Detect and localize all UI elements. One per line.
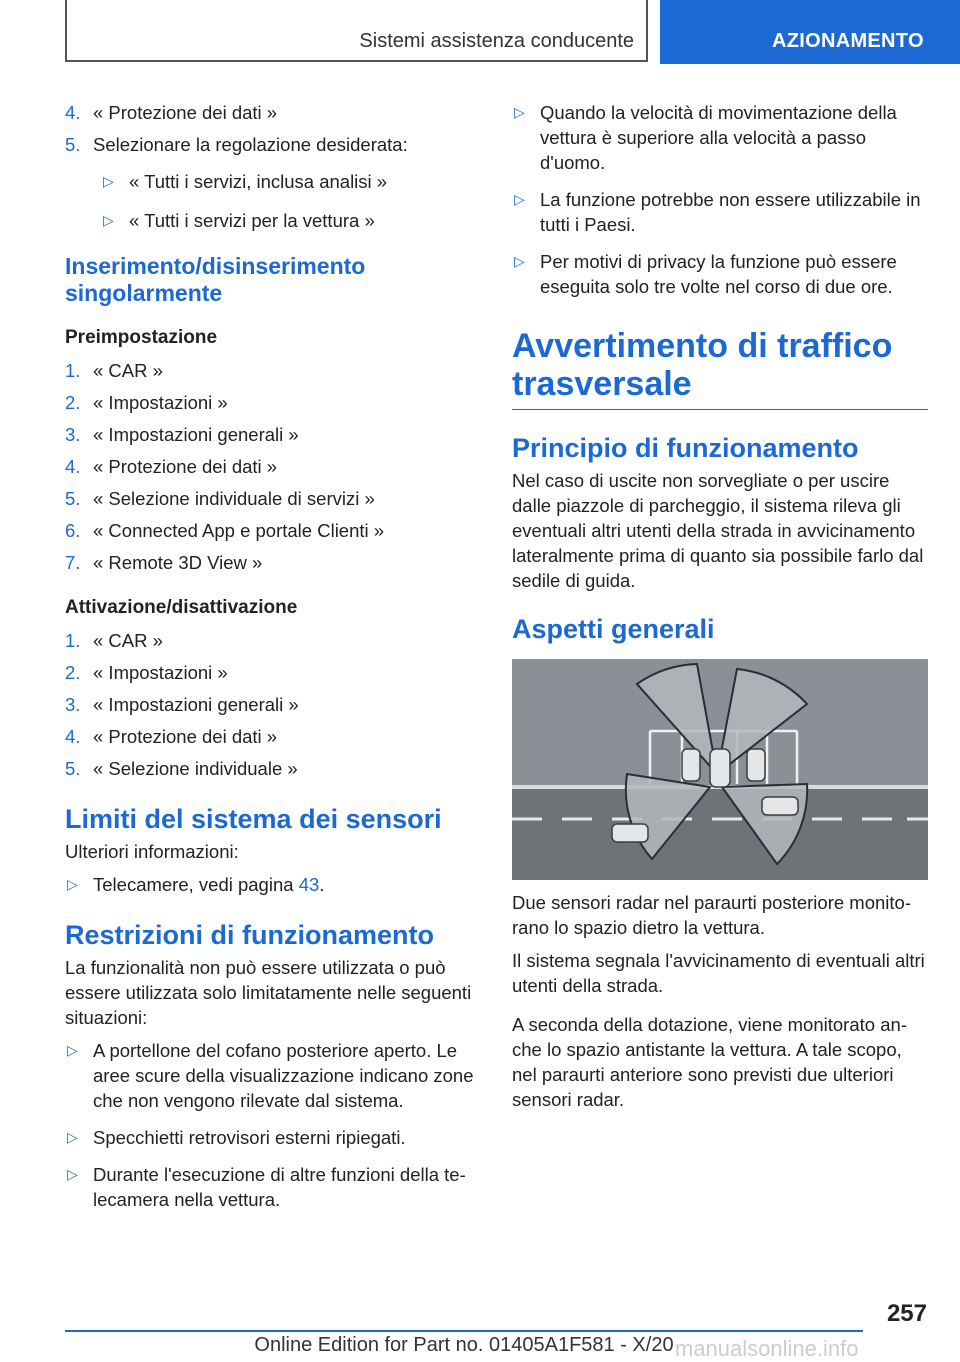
paragraph: Nel caso di uscite non sorvegliate o per uscire dalle piazzole di parcheggio, il sistema rileva gli eventuali altri utenti della strada in avvicinamento lateralmente prima di quanto sia possibile farlo dal sedile di guida.	[512, 470, 924, 591]
triangle-bullet-icon: ▷	[514, 253, 525, 269]
list-item: ▷ La funzione potrebbe non essere utilizzabile in tutti i Paesi.	[514, 189, 921, 235]
section-heading: Inserimento/disinserimento singolarmente	[65, 253, 366, 306]
triangle-bullet-icon: ▷	[67, 1129, 78, 1145]
paragraph: Ulteriori informazioni:	[65, 841, 239, 862]
list-item: 5. « Selezione individuale »	[65, 758, 298, 779]
list-item: 2. « Impostazioni »	[65, 662, 228, 683]
list-item: ▷ Telecamere, vedi pagina 43.	[67, 874, 325, 895]
list-item: 4. « Protezione dei dati »	[65, 102, 278, 123]
list-item: ▷ A portellone del cofano posteriore aperto. Le aree scure della visualizzazione indicano zone che non vengono rilevate dal sistema.	[67, 1040, 474, 1111]
section-heading: Restrizioni di funzionamento	[65, 920, 434, 950]
footer-edition: Online Edition for Part no. 01405A1F581 - X/20	[254, 1334, 674, 1356]
section-heading: Principio di funzionamento	[512, 433, 859, 463]
section-tab	[660, 0, 960, 64]
list-item: ▷ Durante l'esecuzione di altre funzioni della telecamera nella vettura.	[67, 1164, 466, 1210]
triangle-bullet-icon: ▷	[67, 1042, 78, 1058]
paragraph: La funzionalità non può essere utilizzata o può essere utilizzata solo limitatamente nelle seguenti situazioni:	[65, 957, 472, 1028]
list-item: ▷ Per motivi di privacy la funzione può essere eseguita solo tre volte nel corso di due ore.	[514, 251, 897, 297]
page-link[interactable]: 43	[298, 874, 320, 895]
paragraph: Due sensori radar nel paraurti posteriore monitorano lo spazio dietro la vettura.	[512, 892, 911, 938]
header-box	[65, 0, 648, 62]
list-item: 1. « CAR »	[65, 630, 163, 651]
cross-traffic-illustration	[512, 659, 928, 880]
paragraph: A seconda della dotazione, viene monitorato anche lo spazio antistante la vettura. A tale scopo, nel paraurti anteriore sono previsti due ulteriori sensori radar.	[512, 1014, 907, 1110]
list-item: 4. « Protezione dei dati »	[65, 726, 278, 747]
header-title: Sistemi assistenza conducente	[359, 30, 634, 52]
section-heading: Aspetti generali	[512, 614, 715, 644]
list-item: 3. « Impostazioni generali »	[65, 424, 299, 445]
list-item: 4. « Protezione dei dati »	[65, 456, 278, 477]
section-tab-label: AZIONAMENTO	[772, 30, 924, 52]
list-item: 1. « CAR »	[65, 360, 163, 381]
triangle-bullet-icon: ▷	[67, 1166, 78, 1182]
list-item: 5. Selezionare la regolazione desiderata:	[65, 134, 408, 155]
section-heading: Limiti del sistema dei sensori	[65, 804, 442, 834]
sub-list-item: ▷ « Tutti i servizi per la vettura »	[103, 210, 375, 231]
triangle-bullet-icon: ▷	[67, 876, 78, 892]
footer-divider	[65, 1330, 863, 1332]
list-item: ▷ Specchietti retrovisori esterni ripiegati.	[67, 1127, 406, 1148]
triangle-bullet-icon: ▷	[514, 191, 525, 207]
left-column	[65, 100, 479, 1219]
watermark: manualsonline.info	[675, 1336, 859, 1361]
page-number: 257	[886, 1300, 927, 1327]
chapter-heading: Avvertimento di traffico trasversale	[512, 327, 928, 410]
triangle-bullet-icon: ▷	[103, 212, 114, 228]
subsection-heading: Preimpostazione	[65, 327, 218, 348]
paragraph: Il sistema segnala l'avvicinamento di eventuali altri utenti della strada.	[512, 950, 925, 996]
right-column	[512, 100, 928, 1120]
list-item: 6. « Connected App e portale Clienti »	[65, 520, 385, 541]
triangle-bullet-icon: ▷	[103, 173, 114, 189]
list-item: 7. « Remote 3D View »	[65, 552, 263, 573]
subsection-heading: Attivazione/disattivazione	[65, 597, 298, 618]
list-item: 3. « Impostazioni generali »	[65, 694, 299, 715]
sub-list-item: ▷ « Tutti i servizi, inclusa analisi »	[103, 171, 388, 192]
list-item: 2. « Impostazioni »	[65, 392, 228, 413]
triangle-bullet-icon: ▷	[514, 104, 525, 120]
list-item: 5. « Selezione individuale di servizi »	[65, 488, 375, 509]
list-item: ▷ Quando la velocità di movimentazione della vettura è superiore alla velocità a passo d'uomo.	[514, 102, 897, 173]
